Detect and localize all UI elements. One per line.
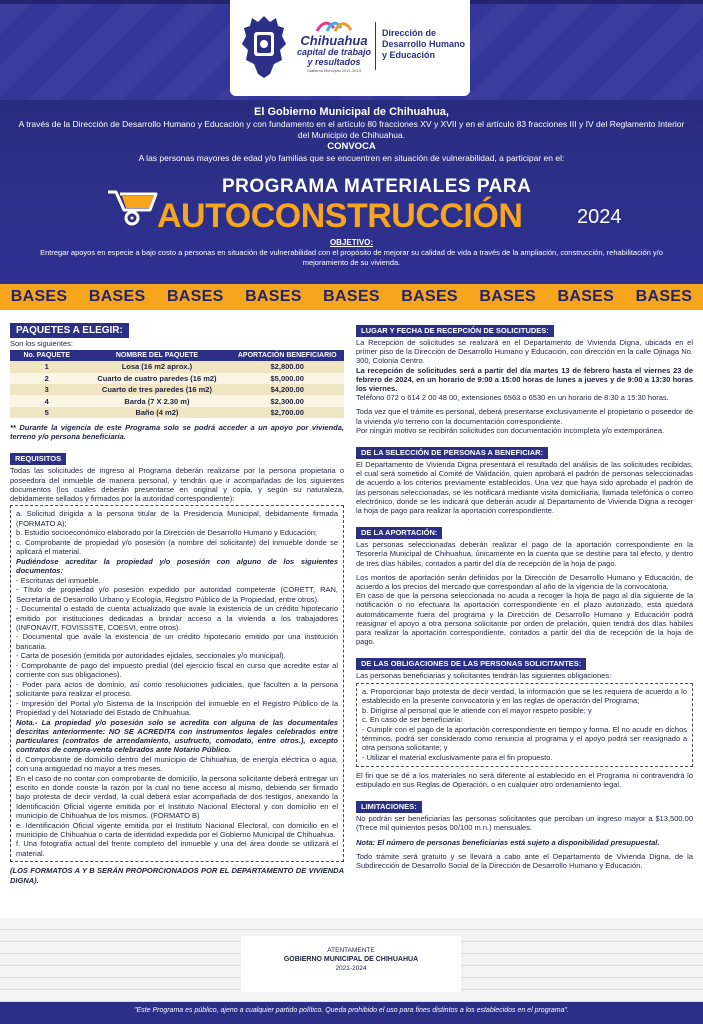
table-cell: $5,000.00: [230, 373, 344, 384]
program-year: 2024: [577, 206, 622, 228]
table-cell: Cuarto de tres paredes (16 m2): [83, 384, 230, 395]
city-logo-line2: capital de trabajo: [296, 47, 372, 57]
department-name: Dirección de Desarrollo Humano y Educación: [382, 28, 466, 60]
table-cell: $2,300.00: [230, 395, 344, 406]
seleccion-title: DE LA SELECCIÓN DE PERSONAS A BENEFICIAR:: [356, 447, 548, 459]
table-row: [10, 395, 344, 406]
left-column: [10, 318, 344, 885]
obligaciones-box: [356, 683, 693, 767]
obligacion-c: c. En caso de ser beneficiaria:: [362, 715, 463, 725]
seleccion-p1: El Departamento de Vivienda Digna presentará el resultado del análisis de las solicitudes recibidas, el cual será sometido al Comité de Validación, quien aprobará el padrón de personas seleccionadas de acuerdo a los criterios previamente establecidos. Una vez que haya sido aprobado el padrón de las personas seleccionadas, se les notificará mediante visita domiciliaria, llamada telefónica o correo electrónico, donde se les indicará que deberán acudir al Departamento de Vivienda Digna a recoger la hoja de pago para realizar la aportación correspondiente.: [356, 460, 693, 516]
lugar-title: LUGAR Y FECHA DE RECEPCIÓN DE SOLICITUDES:: [356, 325, 554, 337]
disclaimer: "Este Programa es público, ajeno a cualquier partido político. Queda prohibido el uso para fines distintos a los establecidos en el programa".: [0, 1002, 703, 1024]
list-item: - Título de propiedad y/o posesión expedido por autoridad competente (CORETT, RAN, Secretaría de Desarrollo Urbano y Ecología, Registro Público de la Propiedad, entre otros).: [16, 585, 338, 604]
logo-box: [230, 0, 470, 96]
lugar-p2: La recepción de solicitudes será a partir del día martes 13 de febrero hasta el viernes 23 de febrero de 2024, en un horario de 9:00 a 15:00 horas de lunes a jueves y de 9:00 a 13:30 horas los viernes.: [356, 365, 693, 394]
limitaciones-title: LIMITACIONES:: [356, 801, 422, 813]
aportacion-p2: Los montos de aportación serán definidos por la Dirección de Desarrollo Humano y Educación, de acuerdo a los precios del mercado que correspondan al año de la vigencia de la convocatoria.: [356, 572, 693, 592]
requisito-b: b. Estudio socioeconómico elaborado por la Dirección de Desarrollo Humano y Educación;: [16, 528, 317, 538]
bases-word: BASES: [323, 288, 380, 305]
table-cell: Cuarto de cuatro paredes (16 m2): [83, 373, 230, 384]
bases-word: BASES: [88, 288, 146, 305]
bases-word: BASES: [166, 288, 224, 305]
atentamente: ATENTAMENTE: [327, 947, 375, 954]
convoca-paragraph: A las personas mayores de edad y/o familias que se encuentren en situación de vulnerabilidad, a participar en el:: [138, 153, 565, 163]
wheelbarrow-icon: [106, 184, 158, 228]
table-cell: $2,800.00: [230, 361, 344, 372]
government-intro: [0, 106, 703, 164]
requisito-a: a. Solicitud dirigida a la persona titular de la Presidencia Municipal, debidamente firmada (FORMATO A);: [16, 509, 338, 528]
paquetes-note: ** Durante la vigencia de este Programa solo se podrá acceder a un apoyo por vivienda, terreno y/o persona beneficiaria.: [10, 423, 344, 442]
gobierno-years: 2021-2024: [335, 965, 367, 972]
table-cell: $2,700.00: [230, 407, 344, 418]
objective-text: Entregar apoyos en especie a bajo costo a personas en situación de vulnerabilidad con el propósito de mejorar su calidad de vida a través de la ampliación, construcción, rehabilitación y/o mejoramiento de su vivienda.: [40, 248, 663, 267]
table-cell: 4: [10, 395, 83, 406]
convoca-heading: CONVOCA: [327, 141, 376, 152]
list-item: - Comprobante de pago del impuesto predial (del ejercicio fiscal en curso que acredite estar al corriente con sus obligaciones).: [16, 661, 338, 680]
table-header: NOMBRE DEL PAQUETE: [83, 350, 230, 361]
city-logo-line4: Gobierno Municipal 2021-2024: [307, 69, 361, 73]
bases-banner: [0, 284, 703, 310]
list-item: - Poder para actos de dominio, así como resoluciones judiciales, que faculten a la persona solicitante para realizar el proceso.: [16, 679, 338, 699]
requisito-f: f. Una fotografía actual del frente completo del inmueble y una del área donde se utilizará el material.: [16, 839, 338, 858]
bases-word: BASES: [245, 288, 302, 305]
obligacion-b: b. Dirigirse al personal que le atiende con el mayor respeto posible; y: [362, 705, 592, 715]
bases-word: BASES: [10, 288, 68, 305]
requisito-c-sub: Pudiéndose acreditar la propiedad y/o posesión con alguno de los siguientes documentos:: [16, 556, 338, 576]
program-title-line1: PROGRAMA MATERIALES PARA: [222, 176, 532, 197]
city-logo-line1: Chihuahua: [300, 33, 368, 48]
formatos-note: (LOS FORMATOS A Y B SERÁN PROPORCIONADOS POR EL DEPARTAMENTO DE VIVIENDA DIGNA).: [10, 866, 344, 885]
list-item: - Escrituras del inmueble.: [16, 575, 101, 585]
requisitos-box: [10, 505, 344, 862]
right-column: [356, 318, 693, 870]
paquetes-intro: Son los siguientes:: [10, 339, 73, 348]
program-title-line2: AUTOCONSTRUCCIÓN: [157, 197, 523, 235]
list-item: - Documental que avale la existencia de un crédito hipotecario emitido por una institución bancaria.: [16, 632, 338, 651]
paquetes-title: PAQUETES A ELEGIR:: [10, 323, 129, 338]
objective: [0, 238, 703, 268]
list-item: - Carta de posesión (emitida por autoridades ejidales, seccionales y/o municipal).: [16, 651, 286, 661]
signature-block: [241, 936, 461, 992]
bases-word: BASES: [557, 288, 615, 305]
lugar-p3: Teléfono 072 o 614 2 00 48 00, extensiones 6563 o 6530 en un horario de 8:30 a 15:30 horas.: [356, 393, 669, 403]
aportacion-title: DE LA APORTACIÓN:: [356, 527, 442, 539]
requisito-d-para: En el caso de no contar con comprobante de domicilio, la persona solicitante deberá entregar un escrito en donde conste la razón por la cual no tiene acceso al mismo, debiendo ser firmado bajo protesta de decir verdad, la cual deberá estar acompañada de dos testigos, anexando la Identificación Oficial vigente emitida por el Instituto Nacional Electoral y con domicilio en el municipio de Chihuahua de los mismos. (FORMATO B): [16, 773, 338, 820]
table-cell: $4,200.00: [230, 384, 344, 395]
table-cell: 2: [10, 373, 83, 384]
municipal-crest-icon: [240, 14, 288, 80]
program-title: [0, 172, 703, 234]
paquetes-table: [10, 350, 344, 418]
header: [0, 0, 703, 288]
requisito-c: c. Comprobante de propiedad y/o posesión (a nombre del solicitante) del inmueble donde se aplicará el material.: [16, 537, 338, 557]
table-row: [10, 373, 344, 384]
table-row: [10, 407, 344, 418]
table-header: No. PAQUETE: [10, 350, 83, 361]
table-row: [10, 384, 344, 395]
gobierno-signature: GOBIERNO MUNICIPAL DE CHIHUAHUA: [283, 956, 419, 963]
bases-word: BASES: [479, 288, 537, 305]
gov-title: El Gobierno Municipal de Chihuahua,: [254, 106, 449, 118]
limitaciones-p1: No podrán ser beneficiarias las personas solicitantes que perciban un ingreso mayor a $13,500.00 (Trece mil quinientos pesos 00/100 m.n.) mensuales.: [356, 814, 693, 833]
limitaciones-note: Nota: El número de personas beneficiarias está sujeto a disponibilidad presupuestal.: [356, 837, 660, 847]
obligacion-a: a. Proporcionar bajo protesta de decir verdad, la información que se les requiera de acuerdo a lo establecido en la presente convocatoria y en las reglas de operación del Programa;: [362, 686, 687, 705]
table-cell: Losa (16 m2 aprox.): [83, 361, 230, 372]
bases-word: BASES: [635, 288, 693, 305]
lugar-p1: La Recepción de solicitudes se realizará en el Departamento de Vivienda Digna, ubicada en el primer piso de la Dirección de Desarrollo Humano y Educación, con dirección en la calle Ojinaga No. 300, Colonia Centro.: [356, 338, 693, 366]
obligaciones-intro: Las personas beneficiarias y solicitantes tendrán las siguientes obligaciones:: [356, 671, 612, 681]
aportacion-p3: En caso de que la persona seleccionada no acuda a recoger la hoja de pago al día siguiente de la notificación o no efectuara la aportación correspondiente en el plazo autorizado, esta quedará automáticamente fuera del programa y la Dirección de Desarrollo Humano y Educación podrá reasignar el apoyo a otra persona solicitante por orden de prelación, quien tendrá dos días hábiles para realizar la aportación correspondiente, contados a partir del día de recepción de la hoja de pago.: [356, 591, 693, 647]
table-cell: 5: [10, 407, 83, 418]
lugar-p4: Toda vez que el trámite es personal, deberá presentarse exclusivamente el propietario o poseedor de la vivienda y/o terreno con la documentación correspondiente.: [356, 407, 693, 426]
city-logo-line3: y resultados: [307, 57, 361, 67]
requisito-c-nota: Nota.- La propiedad y/o posesión solo se acredita con alguna de las documentales descritas anteriormente: NO SE ACREDITA con instrumentos legales celebrados entre particulares (contratos de arrendamiento, usufructo, comodato, entre otros.), excepto contratos de compra-venta celebrados ante Notario Público.: [16, 717, 338, 755]
table-cell: 3: [10, 384, 83, 395]
objective-title: OBJETIVO:: [329, 238, 374, 247]
city-logo: [296, 18, 372, 73]
city-logo-arcs-icon: [315, 18, 353, 32]
table-row: [10, 361, 344, 372]
requisito-e: e. Identificación Oficial vigente emitida por el Instituto Nacional Electoral, con domicilio en el municipio de Chihuahua o carta de identidad expedida por el Gobierno Municipal de Chihuahua.: [16, 820, 338, 839]
list-item: - Documental o estado de cuenta actualizado que avale la existencia de un crédito hipotecario emitido por instituciones dedicadas a brindar acceso a la vivienda a los trabajadores (INFONAVIT, FOVISSSTE, COESVI, entre otros).: [16, 604, 338, 632]
logo-divider: [375, 22, 376, 70]
list-item: - Utilizar el material exclusivamente para el fin propuesto.: [362, 753, 553, 763]
list-item: - Cumplir con el pago de la aportación correspondiente en tiempo y forma. El no acudir en dichos términos, podrá ser considerado como renuncia al programa y el apoyo podrá ser reasignado a otra persona solicitante; y: [362, 725, 687, 753]
footer-brick-band: [0, 918, 703, 1002]
requisitos-intro: Todas las solicitudes de ingreso al Programa deberán realizarse por la persona propietaria o poseedora del inmueble de manera personal, y tendrán que ir acompañadas de los siguientes documentos (los cuales deberán presentarse en original y copia, y según su naturaleza, debidamente sellados y firmados por la autoridad correspondiente):: [10, 466, 344, 504]
requisito-d: d. Comprobante de domicilio dentro del municipio de Chihuahua, de energía eléctrica o agua, con una antigüedad no mayor a tres meses.: [16, 755, 338, 774]
requisitos-title: REQUISITOS: [10, 453, 66, 465]
table-cell: Barda (7 X 2.30 m): [83, 395, 230, 406]
list-item: - Impresión del Portal y/o Sistema de la Inscripción del inmueble en el Registro Público de la Propiedad y del Notariado del Estado de Chihuahua.: [16, 698, 338, 718]
table-cell: 1: [10, 361, 83, 372]
obligaciones-title: DE LAS OBLIGACIONES DE LAS PERSONAS SOLICITANTES:: [356, 658, 586, 670]
table-header: APORTACIÓN BENEFICIARIO: [230, 350, 344, 361]
aportacion-p1: Las personas seleccionadas deberán realizar el pago de la aportación correspondiente en la Tesorería Municipal de Chihuahua, únicamente en la cuenta que se destine para tal efecto, y dentro de tres días hábiles, contados a partir del día de recepción de la hoja de pago.: [356, 540, 693, 568]
lugar-p5: Por ningún motivo se recibirán solicitudes con documentación incompleta y/o extemporánea.: [356, 425, 665, 435]
limitaciones-p2: Todo trámite será gratuito y se llevará a cabo ante el Departamento de Vivienda Digna, de la Subdirección de Desarrollo Social de la Dirección de Desarrollo Humano y Educación.: [356, 851, 693, 871]
obligaciones-closing: El fin que se dé a los materiales no será diferente al establecido en el Programa ni contravendrá lo estipulado en sus Reglas de Operación, o en cualquier otro ordenamiento legal.: [356, 770, 693, 790]
table-cell: Baño (4 m2): [83, 407, 230, 418]
bases-word: BASES: [401, 288, 458, 305]
gov-paragraph: A través de la Dirección de Desarrollo Humano y Educación y con fundamento en el artículo 80 fracciones XV y XVII y en el artículo 83 fracciones III y IV del Reglamento Interior del Municipio de Chihuahua.: [18, 119, 685, 140]
